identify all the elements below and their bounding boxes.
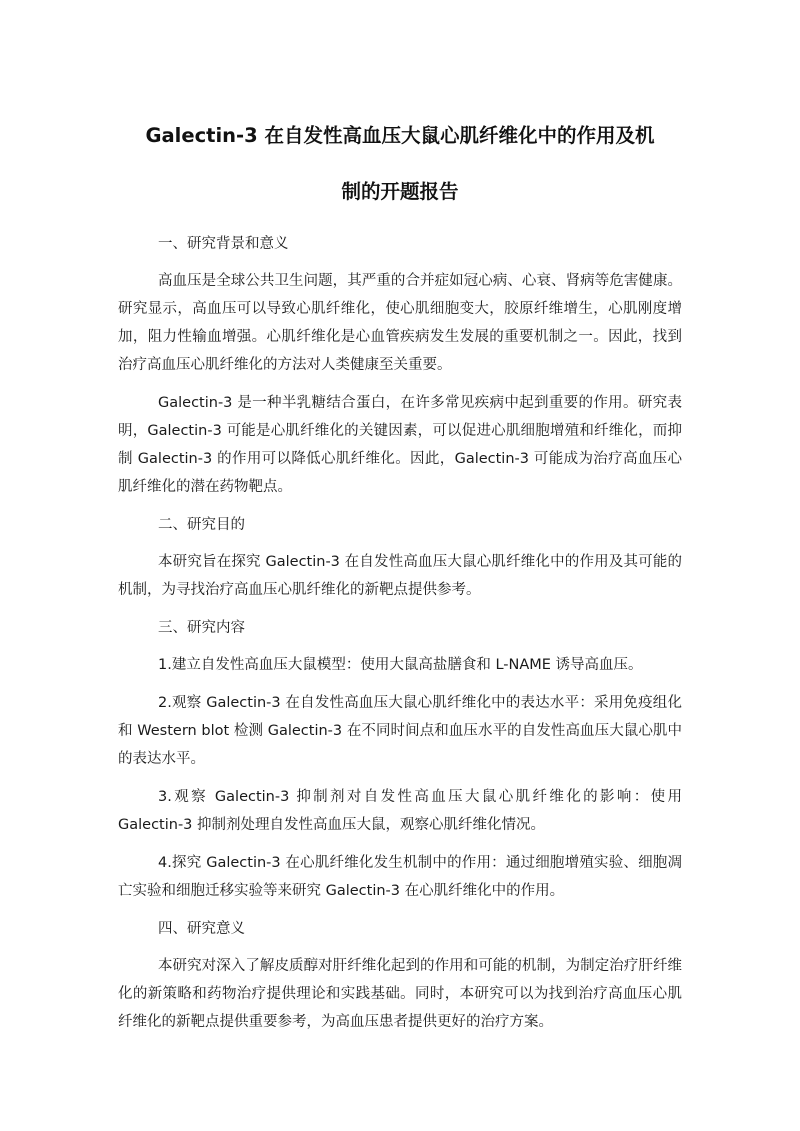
section-heading: 四、研究意义 (158, 921, 245, 937)
paragraph: 高血压是全球公共卫生问题，其严重的合并症如冠心病、心衰、肾病等危害健康。研究显示，高血压可以导致心肌纤维化，使心肌细胞变大，胶原纤维增生，心肌刚度增加，阻力性输血增强。心肌纤维化是心血管疾病发生发展的重要机制之一。因此，找到治疗高血压心肌纤维化的方法对人类健康至关重要。 (118, 273, 682, 373)
section-heading: 三、研究内容 (158, 620, 245, 636)
section-purpose (118, 512, 682, 604)
document-page (118, 108, 682, 1046)
list-item: 4.探究 Galectin-3 在心肌纤维化发生机制中的作用：通过细胞增殖实验、细胞凋亡实验和细胞迁移实验等来研究 Galectin-3 在心肌纤维化中的作用。 (118, 855, 682, 899)
section-heading: 二、研究目的 (158, 517, 245, 533)
list-item: 3.观察 Galectin-3 抑制剂对自发性高血压大鼠心肌纤维化的影响：使用 Galectin-3 抑制剂处理自发性高血压大鼠，观察心肌纤维化情况。 (118, 789, 682, 833)
section-background (118, 231, 682, 501)
title-line-2: 制的开题报告 (341, 180, 459, 203)
section-content (118, 615, 682, 905)
title-line-1: Galectin-3 在自发性高血压大鼠心肌纤维化中的作用及机 (145, 124, 655, 147)
paragraph: 本研究旨在探究 Galectin-3 在自发性高血压大鼠心肌纤维化中的作用及其可能的机制，为寻找治疗高血压心肌纤维化的新靶点提供参考。 (118, 554, 682, 598)
paragraph: 本研究对深入了解皮质醇对肝纤维化起到的作用和可能的机制，为制定治疗肝纤维化的新策略和药物治疗提供理论和实践基础。同时，本研究可以为找到治疗高血压心肌纤维化的新靶点提供重要参考，为高血压患者提供更好的治疗方案。 (118, 958, 682, 1030)
list-item: 1.建立自发性高血压大鼠模型：使用大鼠高盐膳食和 L-NAME 诱导高血压。 (158, 657, 643, 673)
section-heading: 一、研究背景和意义 (158, 236, 289, 252)
section-significance (118, 916, 682, 1036)
document-title (118, 108, 682, 220)
list-item: 2.观察 Galectin-3 在自发性高血压大鼠心肌纤维化中的表达水平：采用免疫组化和 Western blot 检测 Galectin-3 在不同时间点和血压水平的自发性高血压大鼠心肌中的表达水平。 (118, 695, 682, 767)
paragraph: Galectin-3 是一种半乳糖结合蛋白，在许多常见疾病中起到重要的作用。研究表明，Galectin-3 可能是心肌纤维化的关键因素，可以促进心肌细胞增殖和纤维化，而抑制 Galectin-3 的作用可以降低心肌纤维化。因此，Galectin-3 可能成为治疗高血压心肌纤维化的潜在药物靶点。 (118, 395, 682, 495)
